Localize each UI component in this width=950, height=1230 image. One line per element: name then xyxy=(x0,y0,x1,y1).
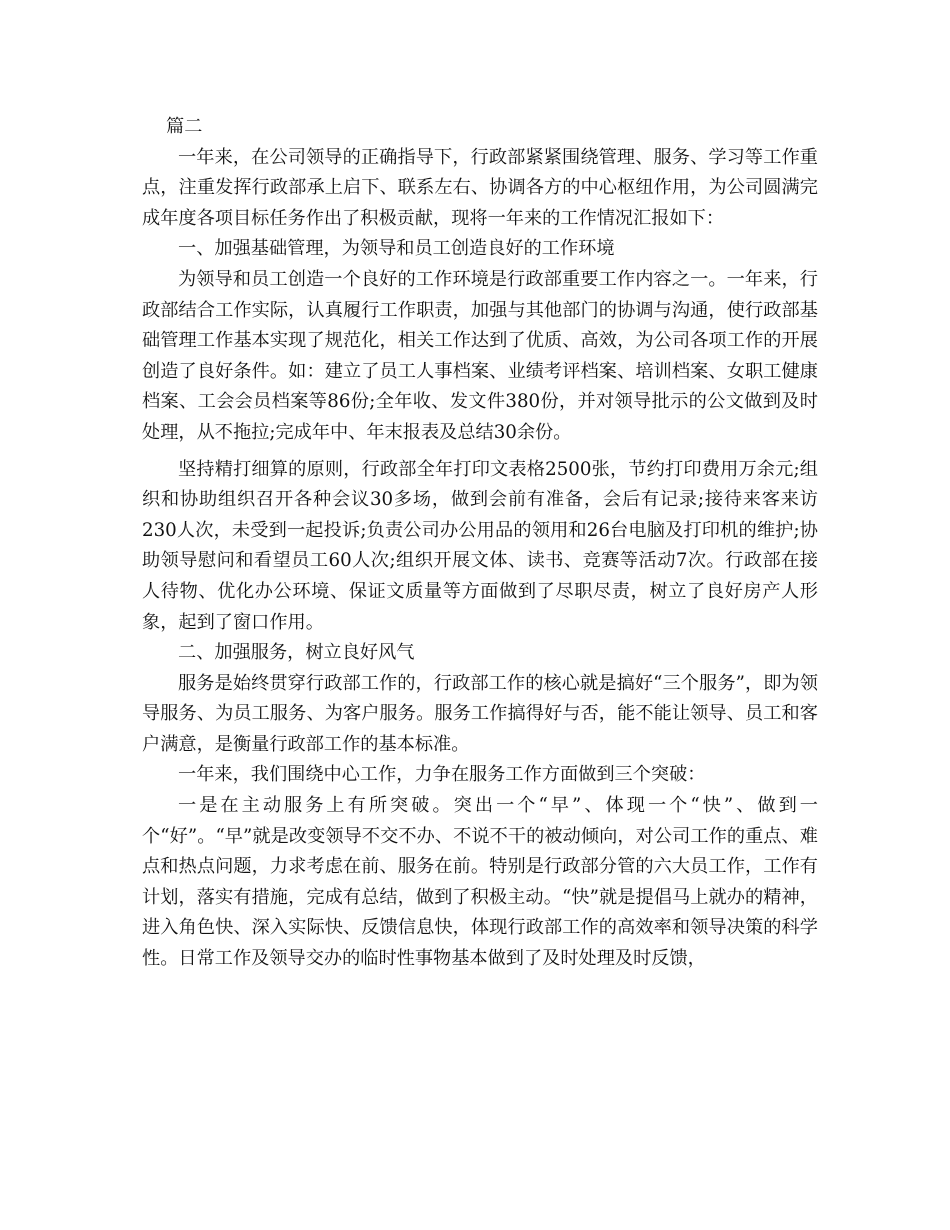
document-page xyxy=(142,112,818,975)
section-heading-1: 一、加强基础管理，为领导和员工创造良好的工作环境 xyxy=(178,238,615,260)
body-paragraph: 一是在主动服务上有所突破。突出一个“早”、体现一个“快”、做到一个“好”。“早”就是改变领导不交不办、不说不干的被动倾向，对公司工作的重点、难点和热点问题，力求考虑在前、服务在前。特别是行政部分管的六大员工作，工作有计划，落实有措施，完成有总结，做到了积极主动。“快”就是提倡马上就办的精神，进入角色快、深入实际快、反馈信息快，体现行政部工作的高效率和领导决策的科学性。日常工作及领导交办的临时性事物基本做到了及时处理及时反馈， xyxy=(142,795,818,970)
part-label: 篇二 xyxy=(166,116,203,137)
section-heading-2: 二、加强服务，树立良好风气 xyxy=(178,642,415,664)
intro-paragraph: 一年来，在公司领导的正确指导下，行政部紧紧围绕管理、服务、学习等工作重点，注重发挥行政部承上启下、联系左右、协调各方的中心枢纽作用，为公司圆满完成年度各项目标任务作出了积极贡献，现将一年来的工作情况汇报如下： xyxy=(142,146,818,229)
body-paragraph: 一年来，我们围绕中心工作，力争在服务工作方面做到三个突破： xyxy=(178,764,706,786)
body-paragraph: 服务是始终贯穿行政部工作的，行政部工作的核心就是搞好“三个服务”，即为领导服务、为员工服务、为客户服务。服务工作搞得好与否，能不能让领导、员工和客户满意，是衡量行政部工作的基本标准。 xyxy=(142,672,818,755)
body-paragraph: 坚持精打细算的原则，行政部全年打印文表格2500张，节约打印费用万余元;组织和协助组织召开各种会议30多场，做到会前有准备，会后有记录;接待来客来访230人次，未受到一起投诉;负责公司办公用品的领用和26台电脑及打印机的维护;协助领导慰问和看望员工60人次;组织开展文体、读书、竞赛等活动7次。行政部在接人待物、优化办公环境、保证文质量等方面做到了尽职尽责，树立了良好房产人形象，起到了窗口作用。 xyxy=(142,458,818,633)
body-paragraph: 为领导和员工创造一个良好的工作环境是行政部重要工作内容之一。一年来，行政部结合工作实际，认真履行工作职责，加强与其他部门的协调与沟通，使行政部基础管理工作基本实现了规范化，相关工作达到了优质、高效，为公司各项工作的开展创造了良好条件。如：建立了员工人事档案、业绩考评档案、培训档案、女职工健康档案、工会会员档案等86份;全年收、发文件380份，并对领导批示的公文做到及时处理，从不拖拉;完成年中、年末报表及总结30余份。 xyxy=(142,268,818,443)
